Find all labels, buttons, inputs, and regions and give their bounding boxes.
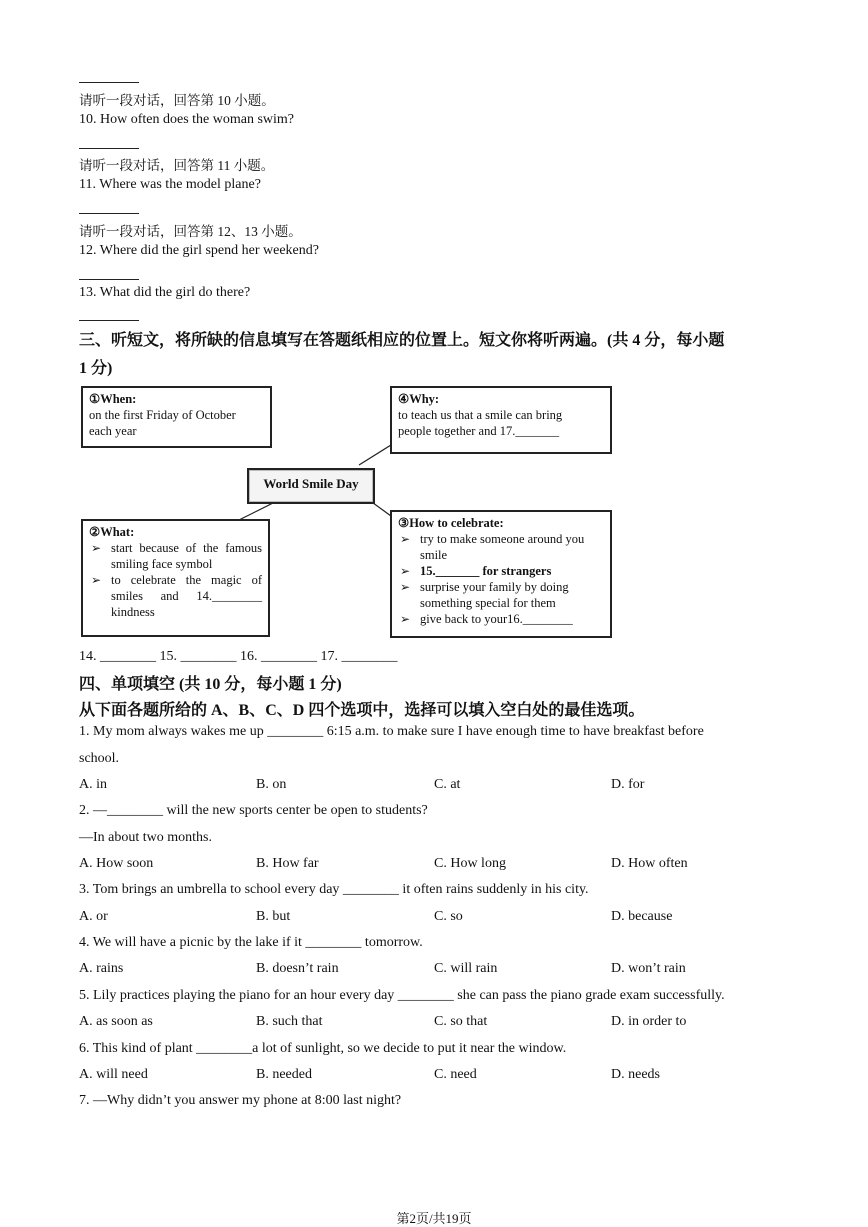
arrow-bullet-icon: ➢: [400, 564, 411, 578]
q4-option-b: B. doesn’t rain: [256, 961, 339, 976]
question-7-stem: 7. —Why didn’t you answer my phone at 8:00 last night?: [79, 1093, 402, 1108]
q1-option-b: B. on: [256, 777, 287, 792]
q1-option-c: C. at: [434, 777, 461, 792]
answer-line-10: [79, 82, 139, 83]
how-item-4-text: give back to your16.________: [420, 612, 573, 626]
q2-option-d: D. How often: [611, 856, 688, 871]
q1-option-d: D. for: [611, 777, 645, 792]
question-1-stem: 1. My mom always wakes me up ________ 6:15 a.m. to make sure I have enough time to have breakfast before: [79, 724, 704, 739]
what-item-1: [89, 540, 262, 572]
q6-option-a: A. will need: [79, 1067, 148, 1082]
how-box: [390, 510, 612, 638]
q6-option-d: D. needs: [611, 1067, 660, 1082]
arrow-bullet-icon: ➢: [400, 580, 411, 594]
how-item-1-text: try to make someone around you smile: [420, 532, 585, 562]
q3-option-a: A. or: [79, 909, 108, 924]
question-6-stem: 6. This kind of plant ________a lot of sunlight, so we decide to put it near the window.: [79, 1041, 567, 1056]
section4-instruction: 从下面各题所给的 A、B、C、D 四个选项中，选择可以填入空白处的最佳选项。: [79, 702, 645, 719]
why-box: [390, 386, 612, 454]
q6-option-c: C. need: [434, 1067, 477, 1082]
question-2-stem-cont: —In about two months.: [79, 830, 212, 845]
q5-option-a: A. as soon as: [79, 1014, 153, 1029]
arrow-bullet-icon: ➢: [91, 541, 102, 555]
when-line-2: each year: [89, 424, 137, 438]
answer-blanks-row: 14. ________ 15. ________ 16. ________ 17. ________: [79, 649, 398, 664]
q2-option-a: A. How soon: [79, 856, 154, 871]
what-item-2: [89, 572, 262, 620]
question-12: 12. Where did the girl spend her weekend?: [79, 243, 319, 258]
how-item-3: [398, 579, 604, 611]
answer-line-12b: [79, 279, 139, 280]
listening-intro-10: 请听一段对话，回答第 10 小题。: [79, 93, 275, 108]
q3-option-b: B. but: [256, 909, 291, 924]
section3-title-line1: 三、听短文，将所缺的信息填写在答题纸相应的位置上。短文你将听两遍。(共 4 分，每小题: [79, 332, 725, 349]
arrow-bullet-icon: ➢: [400, 612, 411, 626]
what-box: [81, 519, 270, 637]
q5-option-b: B. such that: [256, 1014, 323, 1029]
q4-option-d: D. won’t rain: [611, 961, 686, 976]
q2-option-b: B. How far: [256, 856, 319, 871]
when-heading: ①When:: [89, 392, 137, 406]
when-line-1: on the first Friday of October: [89, 408, 236, 422]
question-10: 10. How often does the woman swim?: [79, 112, 295, 127]
arrow-bullet-icon: ➢: [400, 532, 411, 546]
question-11: 11. Where was the model plane?: [79, 177, 261, 192]
question-4-stem: 4. We will have a picnic by the lake if it ________ tomorrow.: [79, 935, 423, 950]
question-1-stem-cont: school.: [79, 751, 120, 766]
how-item-3-text: surprise your family by doing something special for them: [420, 580, 569, 610]
why-line-2: people together and 17._______: [398, 424, 560, 438]
section4-title: 四、单项填空 (共 10 分，每小题 1 分): [79, 676, 342, 693]
arrow-bullet-icon: ➢: [91, 573, 102, 587]
what-heading: ②What:: [89, 525, 135, 539]
q2-option-c: C. How long: [434, 856, 506, 871]
why-line-1: to teach us that a smile can bring: [398, 408, 563, 422]
what-item-1-text: start because of the famous smiling face symbol: [111, 541, 262, 571]
center-topic-label: World Smile Day: [263, 476, 359, 491]
how-heading: ③How to celebrate:: [398, 516, 504, 530]
q5-option-d: D. in order to: [611, 1014, 687, 1029]
answer-line-11: [79, 148, 139, 149]
why-heading: ④Why:: [398, 392, 440, 406]
mind-map-diagram: [79, 383, 615, 641]
q6-option-b: B. needed: [256, 1067, 312, 1082]
question-5-stem: 5. Lily practices playing the piano for an hour every day ________ she can pass the piano grade exam successfully.: [79, 988, 725, 1003]
how-item-4: [398, 611, 604, 627]
how-item-1: [398, 531, 604, 563]
q4-option-c: C. will rain: [434, 961, 498, 976]
question-13: 13. What did the girl do there?: [79, 285, 251, 300]
when-box: [81, 386, 272, 448]
how-item-2-text: 15._______ for strangers: [420, 564, 552, 578]
q5-option-c: C. so that: [434, 1014, 488, 1029]
answer-line-13: [79, 320, 139, 321]
answer-line-12: [79, 213, 139, 214]
question-3-stem: 3. Tom brings an umbrella to school every day ________ it often rains suddenly in his city.: [79, 882, 589, 897]
q3-option-d: D. because: [611, 909, 673, 924]
center-topic-box: [247, 468, 375, 504]
q1-option-a: A. in: [79, 777, 107, 792]
listening-intro-12: 请听一段对话，回答第 12、13 小题。: [79, 224, 302, 239]
page-number: 第2页/共19页: [396, 1211, 472, 1226]
q3-option-c: C. so: [434, 909, 463, 924]
what-item-2-text: to celebrate the magic of smiles and 14.________ kindness: [111, 573, 262, 619]
section3-title-line2: 1 分): [79, 360, 113, 377]
q4-option-a: A. rains: [79, 961, 124, 976]
question-2-stem: 2. —________ will the new sports center be open to students?: [79, 803, 428, 818]
how-item-2: [398, 563, 604, 579]
listening-intro-11: 请听一段对话，回答第 11 小题。: [79, 158, 275, 173]
